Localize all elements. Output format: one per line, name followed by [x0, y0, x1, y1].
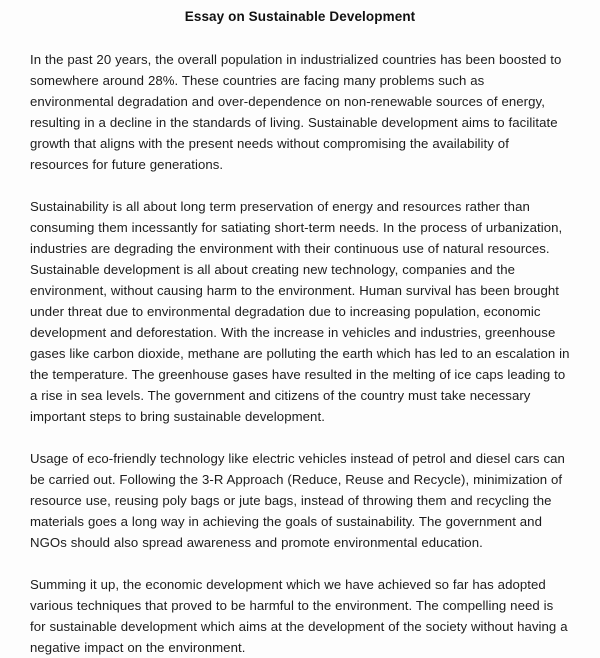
page-title: Essay on Sustainable Development	[184, 9, 416, 24]
paragraph-1: In the past 20 years, the overall population in industrialized countries has been boosted to somewhere around 28%. These countries are facing many problems such as environmental degradation and over-dependence on non-renewable sources of energy, resulting in a decline in the standards of living. Sustainable development aims to facilitate growth that aligns with the present needs without compromising the availability of resources for future generations.	[30, 52, 562, 172]
paragraph-4: Summing it up, the economic development which we have achieved so far has adopted various techniques that proved to be harmful to the environment. The compelling need is for sustainable development which aims at the development of the society without having a negative impact on the environment.	[30, 577, 568, 655]
document-body	[0, 49, 600, 658]
paragraph-2: Sustainability is all about long term preservation of energy and resources rather than consuming them incessantly for satiating short-term needs. In the process of urbanization, industries are degrading the environment with their continuous use of natural resources. Sustainable development is all about creating new technology, companies and the environment, without causing harm to the environment. Human survival has been brought under threat due to environmental degradation due to increasing population, economic development and deforestation. With the increase in vehicles and industries, greenhouse gases like carbon dioxide, methane are polluting the earth which has led to an escalation in the temperature. The greenhouse gases have resulted in the melting of ice caps leading to a rise in sea levels. The government and citizens of the country must take necessary important steps to bring sustainable development.	[30, 199, 570, 424]
paragraph-3: Usage of eco-friendly technology like electric vehicles instead of petrol and diesel cars can be carried out. Following the 3-R Approach (Reduce, Reuse and Recycle), minimization of resource use, reusing poly bags or jute bags, instead of throwing them and recycling the materials goes a long way in achieving the goals of sustainability. The government and NGOs should also spread awareness and promote environmental education.	[30, 451, 565, 550]
